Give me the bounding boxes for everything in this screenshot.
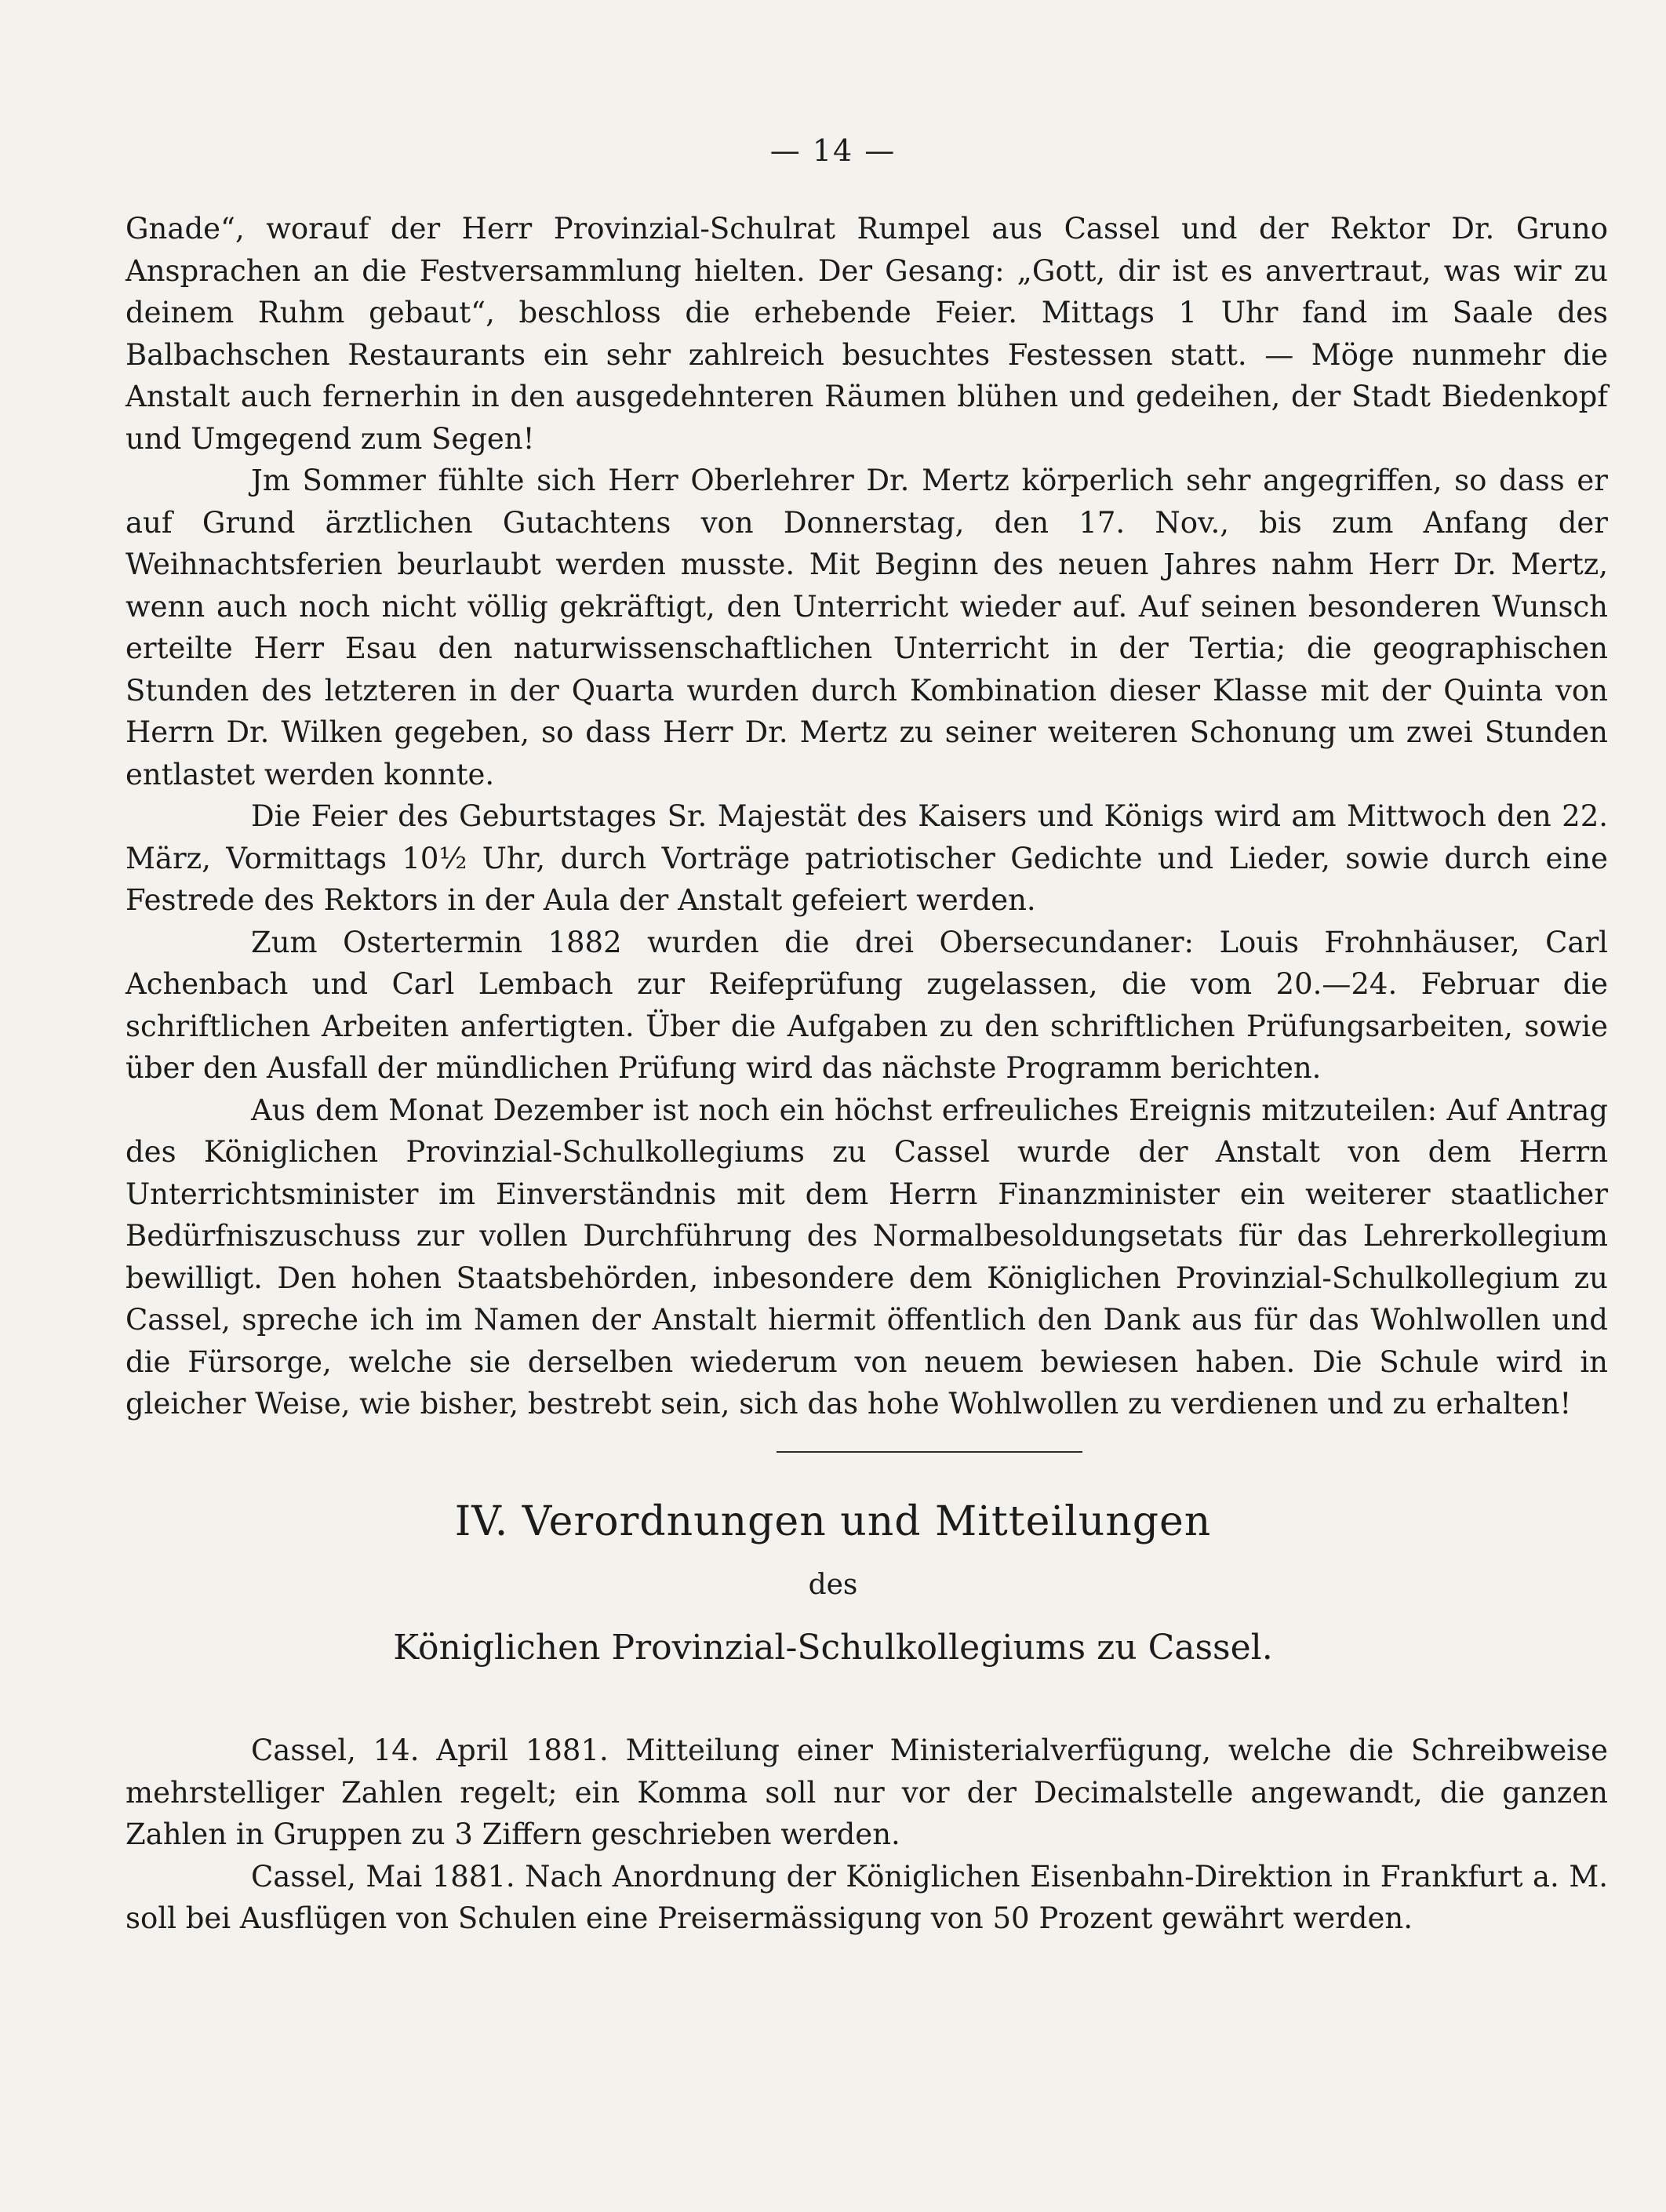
section-connector: des: [808, 1569, 858, 1601]
paragraph: Die Feier des Geburtstages Sr. Majestät des Kaisers und Königs wird am Mittwoch den 22. März, Vormittags 10½ Uhr, durch Vorträge patriotischer Gedichte und Lieder, sowie durch eine Festrede des Rektors in der Aula der Anstalt gefeiert werden.: [125, 799, 1608, 917]
paragraph: Aus dem Monat Dezember ist noch ein höchst erfreuliches Ereignis mitzuteilen: Auf Antrag des Königlichen Provinzial-Schulkollegiums zu Cassel wurde der Anstalt von dem Herrn Unterrichtsminister im Einverständnis mit dem Herrn Finanzminister ein weiterer staatlicher Bedürfniszuschuss zur vollen Durchführung des Normalbesoldungsetats für das Lehrerkollegium bewilligt. Den hohen Staatsbehörden, inbesondere dem Königlichen Provinzial-Schulkollegium zu Cassel, spreche ich im Namen der Anstalt hiermit öffentlich den Dank aus für das Wohlwollen und die Fürsorge, welche sie derselben wiederum von neuem bewiesen haben. Die Schule wird in gleicher Weise, wie bisher, bestrebt sein, sich das hohe Wohlwollen zu verdienen und zu erhalten!: [125, 1093, 1608, 1421]
paragraph: Cassel, Mai 1881. Nach Anordnung der Königlichen Eisenbahn-Direktion in Frankfurt a. M. soll bei Ausflügen von Schulen eine Preisermässigung von 50 Prozent gewährt werden.: [125, 1859, 1608, 1935]
page-number: — 14 —: [769, 133, 897, 168]
section-subheading: Königlichen Provinzial-Schulkollegiums zu Cassel.: [393, 1628, 1273, 1668]
section-heading: IV. Verordnungen und Mitteilungen: [454, 1498, 1212, 1545]
paragraph: Jm Sommer fühlte sich Herr Oberlehrer Dr. Mertz körperlich sehr angegriffen, so dass er auf Grund ärztlichen Gutachtens von Donnerstag, den 17. Nov., bis zum Anfang der Weihnachtsferien beurlaubt werden musste. Mit Beginn des neuen Jahres nahm Herr Dr. Mertz, wenn auch noch nicht völlig gekräftigt, den Unterricht wieder auf. Auf seinen besonderen Wunsch erteilte Herr Esau den naturwissenschaftlichen Unterricht in der Tertia; die geographischen Stunden des letzteren in der Quarta wurden durch Kombination dieser Klasse mit der Quinta von Herrn Dr. Wilken gegeben, so dass Herr Dr. Mertz zu seiner weiteren Schonung um zwei Stunden entlastet werden konnte.: [125, 464, 1608, 791]
section-body-text: [125, 1730, 1608, 1940]
paragraph: Zum Ostertermin 1882 wurden die drei Obersecundaner: Louis Frohnhäuser, Carl Achenbach und Carl Lembach zur Reifeprüfung zugelassen, die vom 20.—24. Februar die schriftlichen Arbeiten anfertigten. Über die Aufgaben zu den schriftlichen Prüfungsarbeiten, sowie über den Ausfall der mündlichen Prüfung wird das nächste Programm berichten.: [125, 925, 1608, 1085]
paragraph: Gnade“, worauf der Herr Provinzial-Schulrat Rumpel aus Cassel und der Rektor Dr. Gruno Ansprachen an die Festversammlung hielten. Der Gesang: „Gott, dir ist es anvertraut, was wir zu deinem Ruhm gebaut“, beschloss die erhebende Feier. Mittags 1 Uhr fand im Saale des Balbachschen Restaurants ein sehr zahlreich besuchtes Festessen statt. — Möge nunmehr die Anstalt auch fernerhin in den ausgedehnteren Räumen blühen und gedeihen, der Stadt Biedenkopf und Umgegend zum Segen!: [125, 212, 1608, 456]
section-divider: [777, 1451, 1082, 1453]
body-text: [125, 208, 1608, 1425]
paragraph: Cassel, 14. April 1881. Mitteilung einer Ministerialverfügung, welche die Schreibweise mehrstelliger Zahlen regelt; ein Komma soll nur vor der Decimalstelle angewandt, die ganzen Zahlen in Gruppen zu 3 Ziffern geschrieben werden.: [125, 1734, 1608, 1851]
